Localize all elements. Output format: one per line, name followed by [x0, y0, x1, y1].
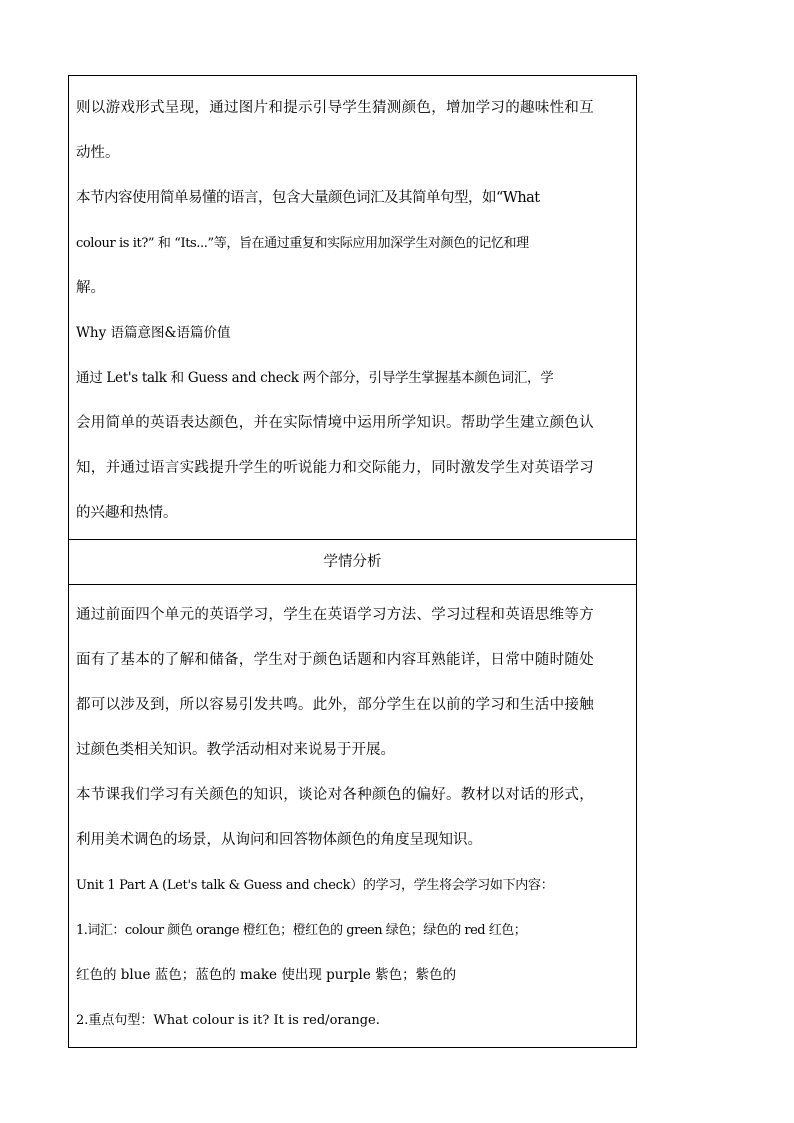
paragraph-line: 面有了基本的了解和储备，学生对于颜色话题和内容耳熟能详，日常中随时随处: [76, 652, 594, 668]
paragraph-line: 则以游戏形式呈现，通过图片和提示引导学生猜测颜色，增加学习的趣味性和互: [76, 100, 594, 116]
lesson-plan-table: [68, 75, 637, 1048]
paragraph-line: 会用简单的英语表达颜色，并在实际情境中运用所学知识。帮助学生建立颜色认: [76, 415, 594, 431]
section-title: 学情分析: [323, 554, 382, 570]
paragraph-line: 知，并通过语言实践提升学生的听说能力和交际能力，同时激发学生对英语学习: [76, 460, 594, 476]
paragraph-line: 的兴趣和热情。: [76, 505, 178, 521]
section-header-cell: [69, 539, 636, 584]
paragraph-line: 解。: [76, 280, 105, 296]
paragraph-line: 通过 Let's talk 和 Guess and check 两个部分，引导学生掌握基本颜色词汇，学: [76, 370, 554, 386]
learner-analysis-cell: [69, 584, 636, 1047]
text-analysis-cell: [69, 76, 636, 539]
paragraph-line: 都可以涉及到，所以容易引发共鸣。此外，部分学生在以前的学习和生活中接触: [76, 697, 594, 713]
paragraph-line: 本节课我们学习有关颜色的知识，谈论对各种颜色的偏好。教材以对话的形式，: [76, 787, 594, 803]
vocabulary-line: 1.词汇：colour 颜色 orange 橙红色；橙红色的 green 绿色；绿色的 red 红色；: [76, 923, 527, 938]
paragraph-line: 动性。: [76, 145, 120, 161]
vocabulary-line: 红色的 blue 蓝色；蓝色的 make 使出现 purple 紫色；紫色的: [76, 967, 457, 983]
key-sentence-line: 2.重点句型：What colour is it? It is red/orange.: [76, 1013, 380, 1028]
paragraph-line: 本节内容使用简单易懂的语言，包含大量颜色词汇及其简单句型，如“What: [76, 190, 540, 206]
why-heading: Why 语篇意图&语篇价值: [76, 325, 231, 341]
paragraph-line: Unit 1 Part A (Let's talk & Guess and check）的学习，学生将会学习如下内容：: [76, 878, 554, 893]
paragraph-line: 过颜色类相关知识。教学活动相对来说易于开展。: [76, 742, 395, 758]
paragraph-line: 通过前面四个单元的英语学习，学生在英语学习方法、学习过程和英语思维等方: [76, 607, 594, 623]
paragraph-line: colour is it?” 和 “Its...”等，旨在通过重复和实际应用加深学生对颜色的记忆和理: [76, 236, 529, 251]
paragraph-line: 利用美术调色的场景，从询问和回答物体颜色的角度呈现知识。: [76, 832, 482, 848]
